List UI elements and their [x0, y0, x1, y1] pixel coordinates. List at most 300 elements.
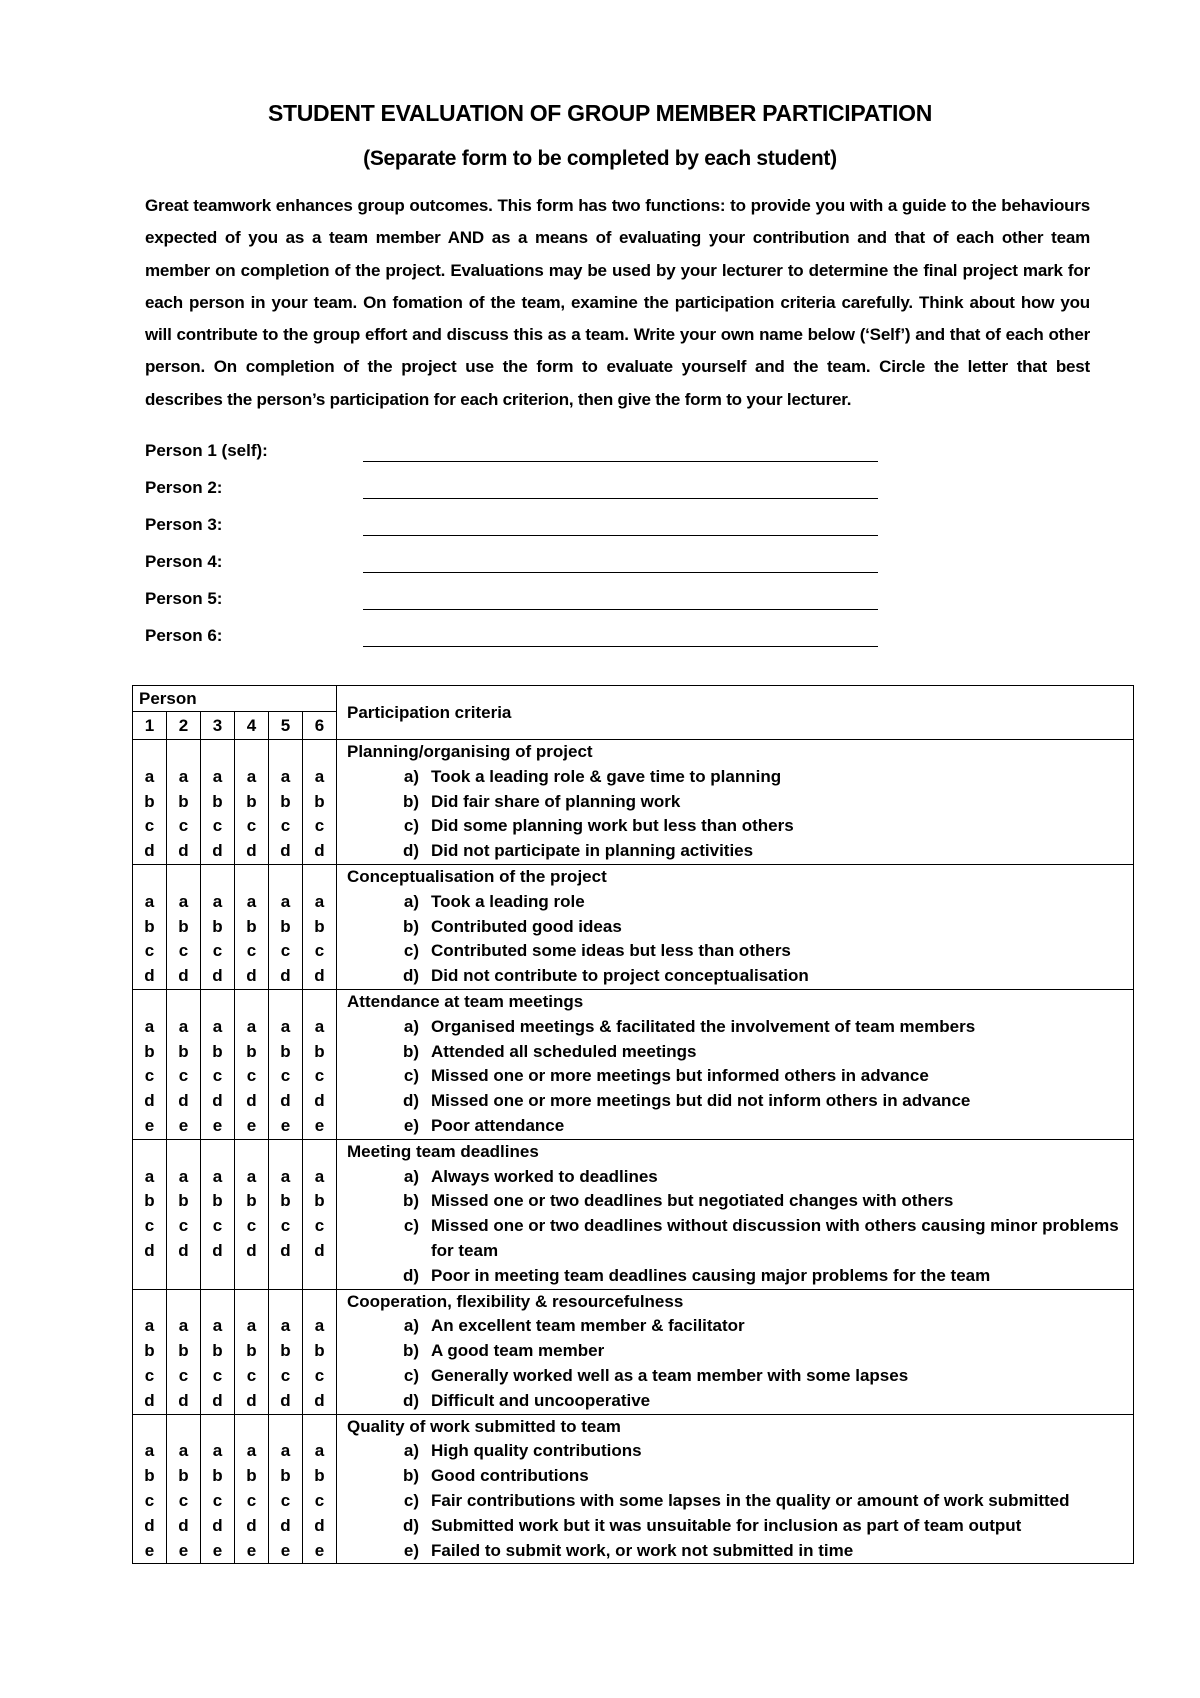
rating-letters-person-5[interactable] [269, 1139, 303, 1289]
criterion-section-row [133, 1139, 1134, 1289]
rating-letters-person-1[interactable] [133, 740, 167, 865]
rating-option[interactable]: d [246, 1240, 257, 1260]
person-name-line[interactable] [363, 609, 878, 610]
rating-option[interactable]: d [280, 1515, 291, 1535]
rating-letters-person-5[interactable] [269, 740, 303, 865]
rating-option[interactable]: d [280, 841, 291, 861]
criterion-section-row [133, 1289, 1134, 1414]
person-number: 4 [235, 712, 269, 740]
person-row [145, 474, 885, 511]
rating-option[interactable]: a [280, 1316, 291, 1336]
rating-option[interactable]: c [314, 1490, 325, 1510]
criterion-option-text: Attended all scheduled meetings [431, 1041, 697, 1061]
rating-option[interactable]: c [280, 1066, 291, 1086]
criterion-option-label: a) [403, 1316, 419, 1336]
rating-letters-person-1[interactable] [133, 989, 167, 1139]
rating-option[interactable]: a [212, 1016, 223, 1036]
rating-option[interactable]: a [212, 1316, 223, 1336]
rating-option[interactable]: e [280, 1115, 291, 1135]
person-row [145, 437, 885, 474]
rating-option[interactable]: b [280, 1041, 291, 1061]
rating-letters-person-3[interactable] [201, 864, 235, 989]
rating-option[interactable]: a [212, 891, 223, 911]
criterion-option-text: Always worked to deadlines [431, 1166, 658, 1186]
rating-option[interactable]: a [280, 1016, 291, 1036]
rating-option[interactable]: b [314, 1041, 325, 1061]
criterion-option [337, 1389, 1133, 1414]
criterion-option-label: d) [402, 1390, 419, 1410]
rating-option[interactable]: d [314, 1240, 325, 1260]
criterion-section-row [133, 989, 1134, 1139]
criterion-option-label: c) [403, 1365, 419, 1385]
rating-option[interactable]: e [178, 1115, 189, 1135]
criterion-option-text: Poor attendance [431, 1115, 565, 1135]
rating-option[interactable]: a [212, 766, 223, 786]
criterion-option-label: c) [403, 1216, 419, 1236]
person-name-line[interactable] [363, 498, 878, 499]
rating-option[interactable]: b [246, 916, 257, 936]
criterion-option [337, 1314, 1133, 1339]
rating-letters-person-4[interactable] [235, 989, 269, 1139]
rating-option[interactable]: a [144, 1316, 155, 1336]
criterion-option-text: Fair contributions with some lapses in the quality or amount of work submitted [431, 1490, 1070, 1510]
rating-option[interactable]: b [246, 1466, 257, 1486]
rating-option[interactable]: b [246, 1041, 257, 1061]
person-name-line[interactable] [363, 646, 878, 647]
rating-letters-person-4[interactable] [235, 1414, 269, 1564]
person-number: 5 [269, 712, 303, 740]
criterion-option-text: Missed one or two deadlines without discussion with others causing minor problems for team [431, 1216, 1119, 1260]
rating-option[interactable]: d [314, 1390, 325, 1410]
rating-option[interactable]: d [280, 1240, 291, 1260]
person-name-line[interactable] [363, 572, 878, 573]
page-subtitle: (Separate form to be completed by each student) [363, 147, 837, 170]
rating-option[interactable]: d [144, 1240, 155, 1260]
rating-option[interactable]: c [212, 1490, 223, 1510]
person-row [145, 511, 885, 548]
criterion-cell [337, 864, 1134, 989]
rating-option[interactable]: c [144, 941, 155, 961]
rating-option[interactable]: a [178, 1166, 189, 1186]
rating-option[interactable]: c [246, 816, 257, 836]
criterion-option [337, 1489, 1133, 1514]
criterion-option-label: b) [402, 791, 419, 811]
rating-letters-person-4[interactable] [235, 740, 269, 865]
rating-letters-person-3[interactable] [201, 740, 235, 865]
criterion-option-label: e) [403, 1115, 419, 1135]
rating-option[interactable]: e [314, 1540, 325, 1560]
criterion-option-text: An excellent team member & facilitator [431, 1316, 745, 1336]
criterion-option-text: Missed one or more meetings but informed others in advance [431, 1066, 929, 1086]
criterion-option [337, 1064, 1133, 1089]
rating-option[interactable]: a [314, 1166, 325, 1186]
criterion-option [337, 790, 1133, 815]
rating-option[interactable]: a [314, 1316, 325, 1336]
criterion-title: Cooperation, flexibility & resourcefulness [347, 1291, 684, 1311]
rating-option[interactable]: a [212, 1441, 223, 1461]
criterion-option [337, 1114, 1133, 1139]
rating-option[interactable]: d [280, 1390, 291, 1410]
rating-option[interactable]: b [280, 916, 291, 936]
rating-option[interactable]: a [178, 891, 189, 911]
criterion-option-label: a) [403, 1441, 419, 1461]
rating-option[interactable]: b [144, 791, 155, 811]
criterion-option [337, 890, 1133, 915]
rating-option[interactable]: b [144, 916, 155, 936]
rating-option[interactable]: a [280, 1166, 291, 1186]
rating-letters-person-2[interactable] [167, 989, 201, 1139]
rating-option[interactable]: d [246, 841, 257, 861]
rating-option[interactable]: b [280, 791, 291, 811]
criterion-option [337, 1464, 1133, 1489]
rating-option[interactable]: a [178, 1016, 189, 1036]
rating-option[interactable]: d [144, 841, 155, 861]
criterion-option-text: Failed to submit work, or work not submitted in time [431, 1540, 854, 1560]
rating-option[interactable]: c [246, 941, 257, 961]
criterion-option [337, 1514, 1133, 1539]
rating-option[interactable]: d [144, 966, 155, 986]
rating-option[interactable]: b [246, 1191, 257, 1211]
criterion-section-row [133, 740, 1134, 865]
rating-option[interactable]: b [212, 1466, 223, 1486]
criterion-option [337, 1264, 1133, 1289]
rating-option[interactable]: a [280, 1441, 291, 1461]
rating-option[interactable]: d [212, 1091, 223, 1111]
rating-option[interactable]: d [178, 841, 189, 861]
criterion-option-text: Good contributions [431, 1466, 589, 1486]
rating-letters-person-5[interactable] [269, 989, 303, 1139]
criterion-option-label: d) [402, 1091, 419, 1111]
rating-letters-person-2[interactable] [167, 1414, 201, 1564]
rating-option[interactable]: e [178, 1540, 189, 1560]
rating-option[interactable]: b [178, 1341, 189, 1361]
person-number: 2 [167, 712, 201, 740]
rating-option[interactable]: c [212, 1066, 223, 1086]
criterion-option-label: c) [403, 1490, 419, 1510]
rating-option[interactable]: b [314, 1466, 325, 1486]
rating-option[interactable]: c [178, 1066, 189, 1086]
rating-option[interactable]: c [246, 1066, 257, 1086]
person-number: 6 [303, 712, 337, 740]
rating-option[interactable]: a [314, 1441, 325, 1461]
criterion-option-label: c) [403, 816, 419, 836]
rating-option[interactable]: d [246, 1515, 257, 1535]
person-header: Person [133, 686, 337, 712]
rating-option[interactable]: d [280, 1091, 291, 1111]
criterion-option [337, 814, 1133, 839]
criterion-option [337, 1539, 1133, 1564]
criterion-option [337, 765, 1133, 790]
criterion-title: Quality of work submitted to team [347, 1416, 621, 1436]
rating-option[interactable]: e [246, 1540, 257, 1560]
rating-option[interactable]: a [246, 1166, 257, 1186]
criterion-option-label: e) [403, 1540, 419, 1560]
table-header-row [133, 686, 1134, 712]
criterion-option-label: c) [403, 1066, 419, 1086]
criterion-option [337, 1364, 1133, 1389]
rating-option[interactable]: b [280, 1341, 291, 1361]
criterion-title: Planning/organising of project [347, 742, 593, 761]
rating-option[interactable]: c [144, 1365, 155, 1385]
criterion-option-text: Missed one or more meetings but did not inform others in advance [431, 1091, 971, 1111]
rating-option[interactable]: c [314, 1066, 325, 1086]
criterion-option-label: b) [402, 1041, 419, 1061]
rating-option[interactable]: a [246, 891, 257, 911]
criteria-header: Participation criteria [337, 686, 1134, 740]
rating-option[interactable]: c [144, 1216, 155, 1236]
rating-option[interactable]: b [280, 1466, 291, 1486]
rating-option[interactable]: c [246, 1365, 257, 1385]
criterion-option-text: Contributed good ideas [431, 916, 622, 936]
intro-paragraph: Great teamwork enhances group outcomes. This form has two functions: to provide you with a guide to the behaviours expected of you as a team member AND as a means of evaluating your contribution and that of each other team member on completion of the project. Evaluations may be used by your lecturer to determine the final project mark for each person in your team. On fomation of the team, examine the participation criteria carefully. Think about how you will contribute to the group effort and discuss this as a team. Write your own name below (‘Self’) and that of each other person. On completion of the project use the form to evaluate yourself and the team. Circle the letter that best describes the person’s participation for each criterion, then give the form to your lecturer. [145, 196, 1090, 409]
criterion-option-text: Contributed some ideas but less than others [431, 941, 791, 961]
rating-letters-person-5[interactable] [269, 1289, 303, 1414]
rating-letters-person-5[interactable] [269, 864, 303, 989]
criterion-option-text: Took a leading role [431, 891, 585, 911]
person-number: 1 [133, 712, 167, 740]
rating-letters-person-1[interactable] [133, 1139, 167, 1289]
rating-letters-person-2[interactable] [167, 1139, 201, 1289]
rating-option[interactable]: d [144, 1390, 155, 1410]
criterion-option-text: Organised meetings & facilitated the involvement of team members [431, 1016, 976, 1036]
rating-option[interactable]: c [178, 1490, 189, 1510]
rating-option[interactable]: d [314, 841, 325, 861]
criterion-cell [337, 740, 1134, 865]
criterion-section-row [133, 1414, 1134, 1564]
rating-option[interactable]: a [212, 1166, 223, 1186]
criterion-option-text: Difficult and uncooperative [431, 1390, 651, 1410]
criterion-option-text: Did not contribute to project conceptualisation [431, 966, 809, 986]
rating-option[interactable]: d [314, 1091, 325, 1111]
rating-letters-person-6[interactable] [303, 1414, 337, 1564]
criterion-option [337, 1339, 1133, 1364]
person-row [145, 622, 885, 659]
rating-option[interactable]: a [178, 1316, 189, 1336]
rating-option[interactable]: b [144, 1191, 155, 1211]
rating-option[interactable]: d [212, 1390, 223, 1410]
rating-option[interactable]: d [178, 966, 189, 986]
rating-option[interactable]: a [246, 1316, 257, 1336]
rating-letters-person-4[interactable] [235, 1289, 269, 1414]
rating-option[interactable]: c [314, 941, 325, 961]
rating-option[interactable]: c [280, 1365, 291, 1385]
rating-option[interactable]: a [178, 1441, 189, 1461]
rating-option[interactable]: b [178, 791, 189, 811]
criterion-option [337, 939, 1133, 964]
rating-option[interactable]: b [314, 1191, 325, 1211]
rating-option[interactable]: c [280, 816, 291, 836]
rating-letters-person-6[interactable] [303, 1139, 337, 1289]
criterion-option [337, 1214, 1133, 1264]
rating-letters-person-1[interactable] [133, 1414, 167, 1564]
rating-letters-person-5[interactable] [269, 1414, 303, 1564]
criterion-option [337, 1439, 1133, 1464]
rating-option[interactable]: b [178, 916, 189, 936]
criterion-option-label: b) [402, 1341, 419, 1361]
rating-option[interactable]: d [246, 1091, 257, 1111]
rating-option[interactable]: b [246, 791, 257, 811]
criterion-option-label: d) [402, 966, 419, 986]
rating-letters-person-2[interactable] [167, 864, 201, 989]
criterion-option-label: d) [402, 841, 419, 861]
rating-option[interactable]: b [212, 1341, 223, 1361]
rating-option[interactable]: c [144, 1490, 155, 1510]
rating-letters-person-3[interactable] [201, 1139, 235, 1289]
rating-letters-person-6[interactable] [303, 989, 337, 1139]
rating-option[interactable]: a [314, 1016, 325, 1036]
criterion-title: Conceptualisation of the project [347, 866, 607, 886]
criterion-option-text: Submitted work but it was unsuitable for inclusion as part of team output [431, 1515, 1022, 1535]
criterion-option-text: High quality contributions [431, 1441, 642, 1461]
rating-option[interactable]: a [246, 766, 257, 786]
criterion-option-text: Did some planning work but less than others [431, 816, 794, 836]
rating-option[interactable]: c [246, 1216, 257, 1236]
rating-option[interactable]: b [178, 1466, 189, 1486]
rating-option[interactable]: b [178, 1191, 189, 1211]
rating-option[interactable]: a [144, 1016, 155, 1036]
rating-letters-person-4[interactable] [235, 864, 269, 989]
rating-option[interactable]: b [314, 1341, 325, 1361]
rating-option[interactable]: b [212, 1191, 223, 1211]
rating-option[interactable]: c [178, 816, 189, 836]
rating-option[interactable]: e [212, 1115, 223, 1135]
rating-option[interactable]: b [178, 1041, 189, 1061]
rating-letters-person-6[interactable] [303, 1289, 337, 1414]
rating-option[interactable]: d [212, 966, 223, 986]
rating-option[interactable]: d [212, 841, 223, 861]
criterion-option-text: A good team member [431, 1341, 605, 1361]
rating-option[interactable]: d [178, 1240, 189, 1260]
rating-letters-person-2[interactable] [167, 740, 201, 865]
rating-option[interactable]: a [144, 766, 155, 786]
rating-option[interactable]: c [212, 1365, 223, 1385]
rating-option[interactable]: c [212, 941, 223, 961]
person-label: Person 3: [145, 515, 223, 534]
rating-option[interactable]: c [314, 816, 325, 836]
rating-option[interactable]: d [178, 1091, 189, 1111]
criterion-cell [337, 1414, 1134, 1564]
person-label: Person 2: [145, 478, 223, 497]
rating-option[interactable]: a [314, 766, 325, 786]
rating-option[interactable]: a [246, 1441, 257, 1461]
person-label: Person 6: [145, 626, 223, 645]
rating-option[interactable]: b [246, 1341, 257, 1361]
criterion-option-label: d) [402, 1515, 419, 1535]
rating-option[interactable]: c [144, 816, 155, 836]
rating-letters-person-6[interactable] [303, 864, 337, 989]
rating-option[interactable]: d [246, 966, 257, 986]
rating-letters-person-3[interactable] [201, 989, 235, 1139]
rating-option[interactable]: a [178, 766, 189, 786]
criterion-cell [337, 1139, 1134, 1289]
rating-option[interactable]: a [314, 891, 325, 911]
rating-letters-person-2[interactable] [167, 1289, 201, 1414]
rating-option[interactable]: b [144, 1341, 155, 1361]
rating-option[interactable]: e [212, 1540, 223, 1560]
criterion-option-text: Poor in meeting team deadlines causing major problems for the team [431, 1265, 991, 1285]
rating-option[interactable]: e [280, 1540, 291, 1560]
person-name-list [145, 437, 885, 659]
rating-option[interactable]: a [144, 1441, 155, 1461]
rating-option[interactable]: c [212, 816, 223, 836]
rating-option[interactable]: b [212, 916, 223, 936]
rating-option[interactable]: d [246, 1390, 257, 1410]
rating-option[interactable]: a [144, 891, 155, 911]
rating-option[interactable]: c [246, 1490, 257, 1510]
person-name-line[interactable] [363, 535, 878, 536]
rating-letters-person-4[interactable] [235, 1139, 269, 1289]
rating-option[interactable]: c [280, 1216, 291, 1236]
criterion-option-label: b) [402, 1466, 419, 1486]
rating-option[interactable]: d [314, 1515, 325, 1535]
rating-option[interactable]: d [314, 966, 325, 986]
rating-option[interactable]: b [314, 916, 325, 936]
rating-option[interactable]: d [144, 1515, 155, 1535]
rating-option[interactable]: c [314, 1216, 325, 1236]
rating-option[interactable]: a [280, 766, 291, 786]
rating-option[interactable]: d [178, 1515, 189, 1535]
rating-letters-person-6[interactable] [303, 740, 337, 865]
criterion-option [337, 1089, 1133, 1114]
rating-option[interactable]: b [212, 791, 223, 811]
rating-option[interactable]: e [144, 1115, 155, 1135]
rating-option[interactable]: a [280, 891, 291, 911]
criterion-title: Attendance at team meetings [347, 991, 584, 1011]
rating-option[interactable]: d [212, 1515, 223, 1535]
rating-letters-person-1[interactable] [133, 1289, 167, 1414]
rating-option[interactable]: c [280, 941, 291, 961]
rating-letters-person-3[interactable] [201, 1414, 235, 1564]
person-number: 3 [201, 712, 235, 740]
rating-option[interactable]: a [246, 1016, 257, 1036]
rating-option[interactable]: b [280, 1191, 291, 1211]
rating-option[interactable]: e [314, 1115, 325, 1135]
rating-option[interactable]: c [314, 1365, 325, 1385]
rating-option[interactable]: b [314, 791, 325, 811]
rating-option[interactable]: e [144, 1540, 155, 1560]
rating-option[interactable]: c [178, 1365, 189, 1385]
person-label: Person 4: [145, 552, 223, 571]
rating-option[interactable]: b [144, 1041, 155, 1061]
criterion-option-label: b) [402, 916, 419, 936]
criterion-option-text: Did not participate in planning activities [431, 841, 754, 861]
rating-option[interactable]: d [144, 1091, 155, 1111]
rating-option[interactable]: c [212, 1216, 223, 1236]
criterion-option-label: d) [402, 1265, 419, 1285]
rating-letters-person-3[interactable] [201, 1289, 235, 1414]
criterion-option-label: a) [403, 766, 419, 786]
criterion-option [337, 964, 1133, 989]
rating-option[interactable]: b [144, 1466, 155, 1486]
rating-option[interactable]: d [212, 1240, 223, 1260]
rating-option[interactable]: e [246, 1115, 257, 1135]
person-row [145, 585, 885, 622]
rating-option[interactable]: c [280, 1490, 291, 1510]
criterion-cell [337, 989, 1134, 1139]
rating-option[interactable]: d [178, 1390, 189, 1410]
rating-letters-person-1[interactable] [133, 864, 167, 989]
rating-option[interactable]: b [212, 1041, 223, 1061]
rating-option[interactable]: c [144, 1066, 155, 1086]
criterion-option-label: a) [403, 1016, 419, 1036]
rating-option[interactable]: c [178, 1216, 189, 1236]
rating-option[interactable]: c [178, 941, 189, 961]
criterion-option [337, 839, 1133, 864]
rating-option[interactable]: d [280, 966, 291, 986]
participation-table [132, 685, 1134, 1564]
rating-option[interactable]: a [144, 1166, 155, 1186]
person-name-line[interactable] [363, 461, 878, 462]
